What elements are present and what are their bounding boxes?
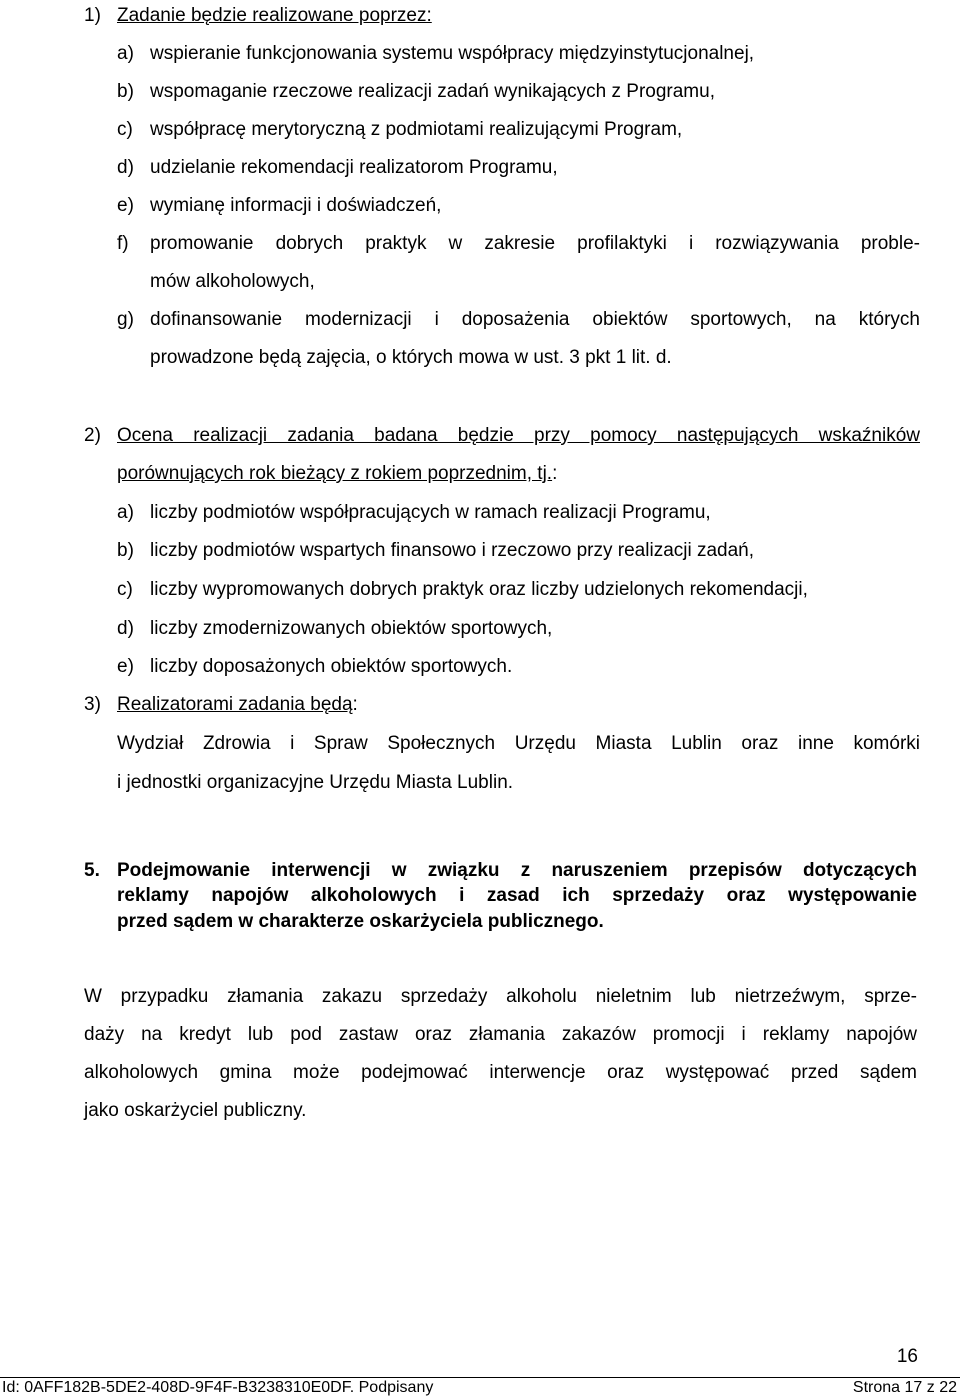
section1-item-b-marker: b) bbox=[117, 81, 134, 102]
section2-title-suffix: : bbox=[552, 463, 558, 484]
section2-title-line1: Ocena realizacji zadania badana będzie przy pomocy następujących wskaźników bbox=[117, 425, 920, 446]
section2-item-a-text: liczby podmiotów współpracujących w ramach realizacji Programu, bbox=[150, 502, 711, 523]
section1-item-e-marker: e) bbox=[117, 195, 134, 216]
section2-item-e-text: liczby doposażonych obiektów sportowych. bbox=[150, 656, 513, 677]
section1-item-d-marker: d) bbox=[117, 157, 134, 178]
footer-page-indicator: Strona 17 z 22 bbox=[852, 1379, 957, 1396]
section1-item-c-text: współpracę merytoryczną z podmiotami realizującymi Program, bbox=[150, 119, 683, 140]
section2-item-c-text: liczby wypromowanych dobrych praktyk oraz liczby udzielonych rekomendacji, bbox=[150, 579, 808, 600]
section1-item-a-text: wspieranie funkcjonowania systemu współpracy międzyinstytucjonalnej, bbox=[150, 43, 755, 64]
section1-item-f-marker: f) bbox=[117, 233, 129, 254]
paragraph-line3: alkoholowych gmina może podejmować interwencje oraz występować przed sądem bbox=[84, 1062, 917, 1083]
section1-item-g-text: dofinansowanie modernizacji i doposażenia obiektów sportowych, na których bbox=[150, 309, 920, 330]
section3-body-line2: i jednostki organizacyjne Urzędu Miasta Lublin. bbox=[117, 772, 514, 793]
paragraph-line2: daży na kredyt lub pod zastaw oraz złamania zakazów promocji i reklamy napojów bbox=[84, 1024, 917, 1045]
section3-body-line1: Wydział Zdrowia i Spraw Społecznych Urzędu Miasta Lublin oraz inne komórki bbox=[117, 733, 920, 754]
section3-title-suffix: : bbox=[352, 694, 358, 715]
footer-document-id: Id: 0AFF182B-5DE2-408D-9F4F-B3238310E0DF. Podpisany bbox=[2, 1379, 434, 1396]
section1-title: Zadanie będzie realizowane poprzez: bbox=[117, 5, 432, 26]
section1-item-e-text: wymianę informacji i doświadczeń, bbox=[150, 195, 442, 216]
heading5-line2: reklamy napojów alkoholowych i zasad ich sprzedaży oraz występowanie bbox=[117, 885, 917, 906]
section1-item-g-continuation: prowadzone będą zajęcia, o których mowa w ust. 3 pkt 1 lit. d. bbox=[150, 347, 672, 368]
section1-number: 1) bbox=[84, 5, 101, 26]
section1-item-c-marker: c) bbox=[117, 119, 133, 140]
section2-title-line2 bbox=[117, 463, 557, 485]
section2-number: 2) bbox=[84, 425, 101, 446]
section2-item-b-text: liczby podmiotów wspartych finansowo i rzeczowo przy realizacji zadań, bbox=[150, 540, 755, 561]
section2-item-c-marker: c) bbox=[117, 579, 133, 600]
page-footer bbox=[0, 1377, 960, 1399]
section1-item-g-marker: g) bbox=[117, 309, 134, 330]
section3-title-text: Realizatorami zadania będą bbox=[117, 694, 353, 715]
section2-item-d-text: liczby zmodernizowanych obiektów sportowych, bbox=[150, 618, 553, 639]
section1-item-d-text: udzielanie rekomendacji realizatorom Programu, bbox=[150, 157, 558, 178]
heading5-line3: przed sądem w charakterze oskarżyciela publicznego. bbox=[117, 911, 604, 932]
section1-item-f-continuation: mów alkoholowych, bbox=[150, 271, 315, 292]
heading5-line1: Podejmowanie interwencji w związku z naruszeniem przepisów dotyczących bbox=[117, 860, 917, 881]
section2-item-d-marker: d) bbox=[117, 618, 134, 639]
section1-item-a-marker: a) bbox=[117, 43, 134, 64]
section3-number: 3) bbox=[84, 694, 101, 715]
section1-item-b-text: wspomaganie rzeczowe realizacji zadań wynikających z Programu, bbox=[150, 81, 715, 102]
section1-item-f-text: promowanie dobrych praktyk w zakresie profilaktyki i rozwiązywania proble- bbox=[150, 233, 920, 254]
page-number: 16 bbox=[896, 1346, 918, 1367]
section2-item-a-marker: a) bbox=[117, 502, 134, 523]
paragraph-line1: W przypadku złamania zakazu sprzedaży alkoholu nieletnim lub nietrzeźwym, sprze- bbox=[84, 986, 917, 1007]
section2-title-line2-text: porównujących rok bieżący z rokiem poprzednim, tj. bbox=[117, 463, 553, 484]
paragraph-line4: jako oskarżyciel publiczny. bbox=[84, 1100, 307, 1121]
section2-item-e-marker: e) bbox=[117, 656, 134, 677]
section3-title bbox=[117, 694, 358, 716]
section2-item-b-marker: b) bbox=[117, 540, 134, 561]
heading5-number: 5. bbox=[84, 860, 100, 881]
